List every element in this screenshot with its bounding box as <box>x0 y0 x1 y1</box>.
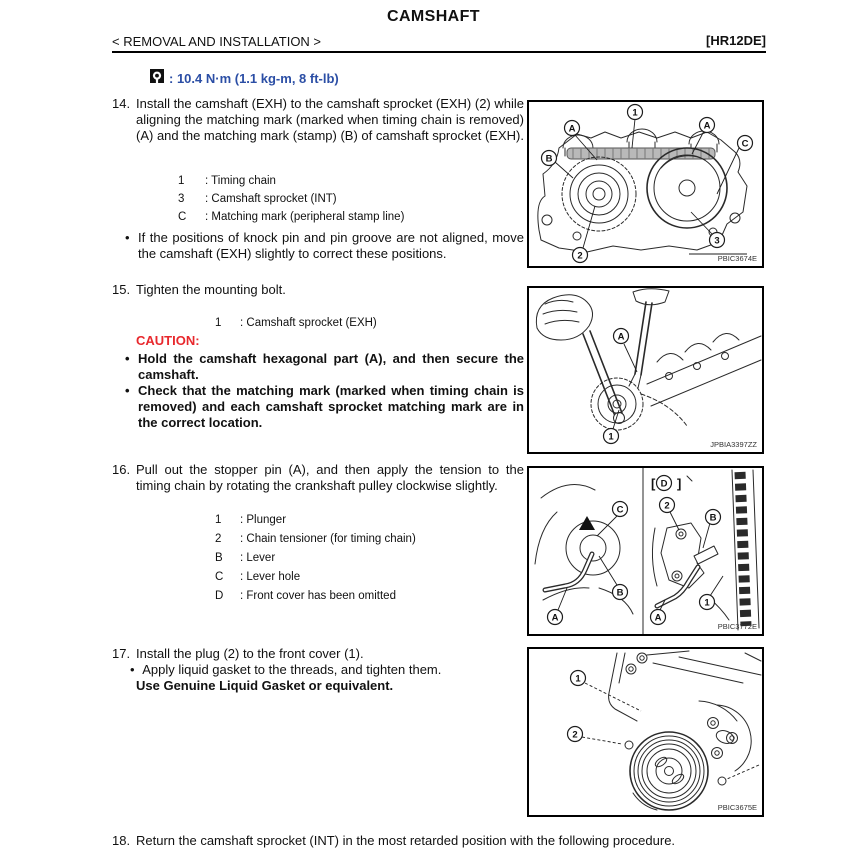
legend-key: C <box>178 211 187 223</box>
note-text: If the positions of knock pin and pin groove are not aligned, move the camshaft (EXH) slightly to correct these positions. <box>138 230 524 261</box>
step-17 <box>112 646 524 662</box>
callout-label: A <box>703 120 711 132</box>
legend-key: 3 <box>178 193 185 205</box>
legend-value: : Camshaft sprocket (INT) <box>205 193 337 205</box>
legend-value: : Lever <box>240 552 276 564</box>
caution-item <box>125 351 524 383</box>
step-text: Install the camshaft (EXH) to the camshaft sprocket (EXH) (2) while aligning the matching mark (marked when timing chain is removed) (A) and the matching mark (stamp) (B) of camshaft sprocket (EXH). <box>136 96 524 143</box>
bullet-marker: • <box>130 662 135 677</box>
callout-label: B <box>616 587 624 599</box>
legend-value: : Plunger <box>240 514 287 526</box>
legend-key: D <box>215 590 224 602</box>
callout-label: 2 <box>664 500 670 512</box>
bracket-open: [ <box>651 476 656 491</box>
legend-value: : Timing chain <box>205 175 276 187</box>
page-title: CAMSHAFT <box>387 8 480 25</box>
callout-label: 2 <box>577 250 583 262</box>
legend-value: : Chain tensioner (for timing chain) <box>240 533 416 545</box>
step17-sub-bullet <box>130 662 441 678</box>
torque-spec-line <box>150 70 339 86</box>
figure-code: PBIC3674E <box>717 254 757 263</box>
legend-key: 1 <box>178 175 185 187</box>
legend-item <box>178 208 404 226</box>
legend-key: 1 <box>215 514 222 526</box>
figure-illustration <box>529 649 762 815</box>
bullet-marker: • <box>125 383 130 398</box>
step-text: Install the plug (2) to the front cover (1). <box>136 646 364 661</box>
step-number: 15. <box>112 282 131 297</box>
caution-text: Check that the matching mark (marked when timing chain is removed) and each camshaft sprocket matching mark are in the correct location. <box>138 383 524 430</box>
bullet-marker: • <box>125 351 130 366</box>
figure-illustration <box>529 102 762 266</box>
figure-chain-tensioner-lever <box>527 466 764 636</box>
callout-label: C <box>741 138 749 150</box>
legend-item <box>215 549 416 568</box>
sub-bullet-text: Apply liquid gasket to the threads, and tighten them. <box>142 662 442 677</box>
legend-item <box>215 587 416 606</box>
bullet-marker: • <box>125 230 130 245</box>
figure-illustration <box>529 288 762 452</box>
step-number: 16. <box>112 462 131 477</box>
callout-label: 2 <box>572 729 578 741</box>
step-text: Pull out the stopper pin (A), and then apply the tension to the timing chain by rotating the crankshaft pulley clockwise slightly. <box>136 462 524 493</box>
step-16 <box>112 462 524 494</box>
step17-bold-note: Use Genuine Liquid Gasket or equivalent. <box>136 678 394 693</box>
step-18 <box>112 833 772 849</box>
step-15 <box>112 282 524 298</box>
callout-label: B <box>709 512 717 524</box>
callout-label: B <box>545 153 553 165</box>
callout-label: 1 <box>704 597 710 609</box>
legend-value: : Camshaft sprocket (EXH) <box>240 317 377 329</box>
legend-value: : Lever hole <box>240 571 301 583</box>
step-14 <box>112 96 524 144</box>
caution-text: Hold the camshaft hexagonal part (A), and then secure the camshaft. <box>138 351 524 382</box>
legend-key: 1 <box>215 317 222 329</box>
callout-label: D <box>660 478 668 490</box>
legend-item <box>178 172 404 190</box>
step-number: 14. <box>112 96 131 111</box>
callout-label: A <box>617 331 625 343</box>
legend-item <box>215 314 377 332</box>
callout-label: A <box>551 612 559 624</box>
figure-front-cover-plug <box>527 647 764 817</box>
legend-key: 2 <box>215 533 222 545</box>
step-number: 17. <box>112 646 131 661</box>
callout-label: 1 <box>608 431 614 443</box>
step14-note <box>125 230 524 262</box>
step-number: 18. <box>112 833 131 848</box>
callout-label: 1 <box>575 673 581 685</box>
torque-value: : 10.4 N·m (1.1 kg-m, 8 ft-lb) <box>169 70 339 86</box>
torque-wrench-icon <box>150 69 164 88</box>
step-text: Tighten the mounting bolt. <box>136 282 286 297</box>
breadcrumb: < REMOVAL AND INSTALLATION > <box>112 34 322 49</box>
legend-item <box>215 530 416 549</box>
legend-key: C <box>215 571 224 583</box>
step-text: Return the camshaft sprocket (INT) in the most retarded position with the following procedure. <box>136 833 676 848</box>
callout-label: 3 <box>714 235 720 247</box>
callout-label: C <box>616 504 624 516</box>
figure-sprocket-matching-marks <box>527 100 764 268</box>
legend-key: B <box>215 552 223 564</box>
legend-step15 <box>215 314 377 332</box>
figure-tighten-mounting-bolt <box>527 286 764 454</box>
legend-step16 <box>215 511 416 606</box>
callout-label: A <box>654 612 662 624</box>
caution-heading: CAUTION: <box>136 333 200 348</box>
header-divider <box>112 51 766 53</box>
model-code: [HR12DE] <box>706 33 766 48</box>
bracket-close: ] <box>677 476 682 491</box>
figure-code: PBIC3772E <box>717 622 757 631</box>
callout-label: 1 <box>632 107 638 119</box>
caution-item <box>125 383 524 431</box>
legend-value: : Front cover has been omitted <box>240 590 396 602</box>
legend-item <box>215 511 416 530</box>
legend-item <box>178 190 404 208</box>
callout-label: A <box>568 123 576 135</box>
legend-step14 <box>178 172 404 226</box>
figure-illustration <box>529 468 762 634</box>
legend-value: : Matching mark (peripheral stamp line) <box>205 211 405 223</box>
legend-item <box>215 568 416 587</box>
figure-code: PBIC3675E <box>717 803 757 812</box>
figure-code: JPBIA3397ZZ <box>710 440 757 449</box>
